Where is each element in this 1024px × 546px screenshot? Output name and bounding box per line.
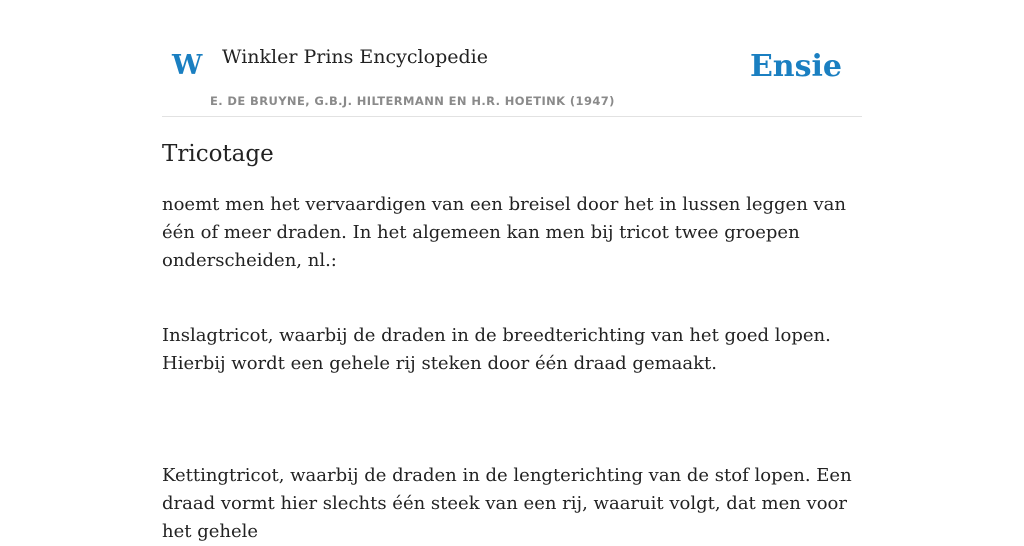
- encyclopedia-header: [162, 0, 862, 117]
- publication-title[interactable]: Winkler Prins Encyclopedie: [222, 46, 488, 68]
- article: [162, 138, 862, 542]
- ensie-logo[interactable]: Ensie: [749, 49, 842, 84]
- winkler-prins-logo-icon[interactable]: W: [172, 50, 203, 81]
- article-paragraph: Inslagtricot, waarbij de draden in de breedterichting van het goed lopen. Hierbij wordt een gehele rij steken door één draad gemaakt.: [162, 325, 831, 374]
- article-title: Tricotage: [162, 141, 274, 167]
- publication-authors: E. DE BRUYNE, G.B.J. HILTERMANN EN H.R. HOETINK (1947): [210, 94, 615, 108]
- article-paragraph: Kettingtricot, waarbij de draden in de lengterichting van de stof lopen. Een draad vormt hier slechts één steek van een rij, waaruit volgt, dat men voor het gehele: [162, 465, 852, 542]
- article-paragraph: noemt men het vervaardigen van een breisel door het in lussen leggen van één of meer draden. In het algemeen kan men bij tricot twee groepen onderscheiden, nl.:: [162, 194, 847, 271]
